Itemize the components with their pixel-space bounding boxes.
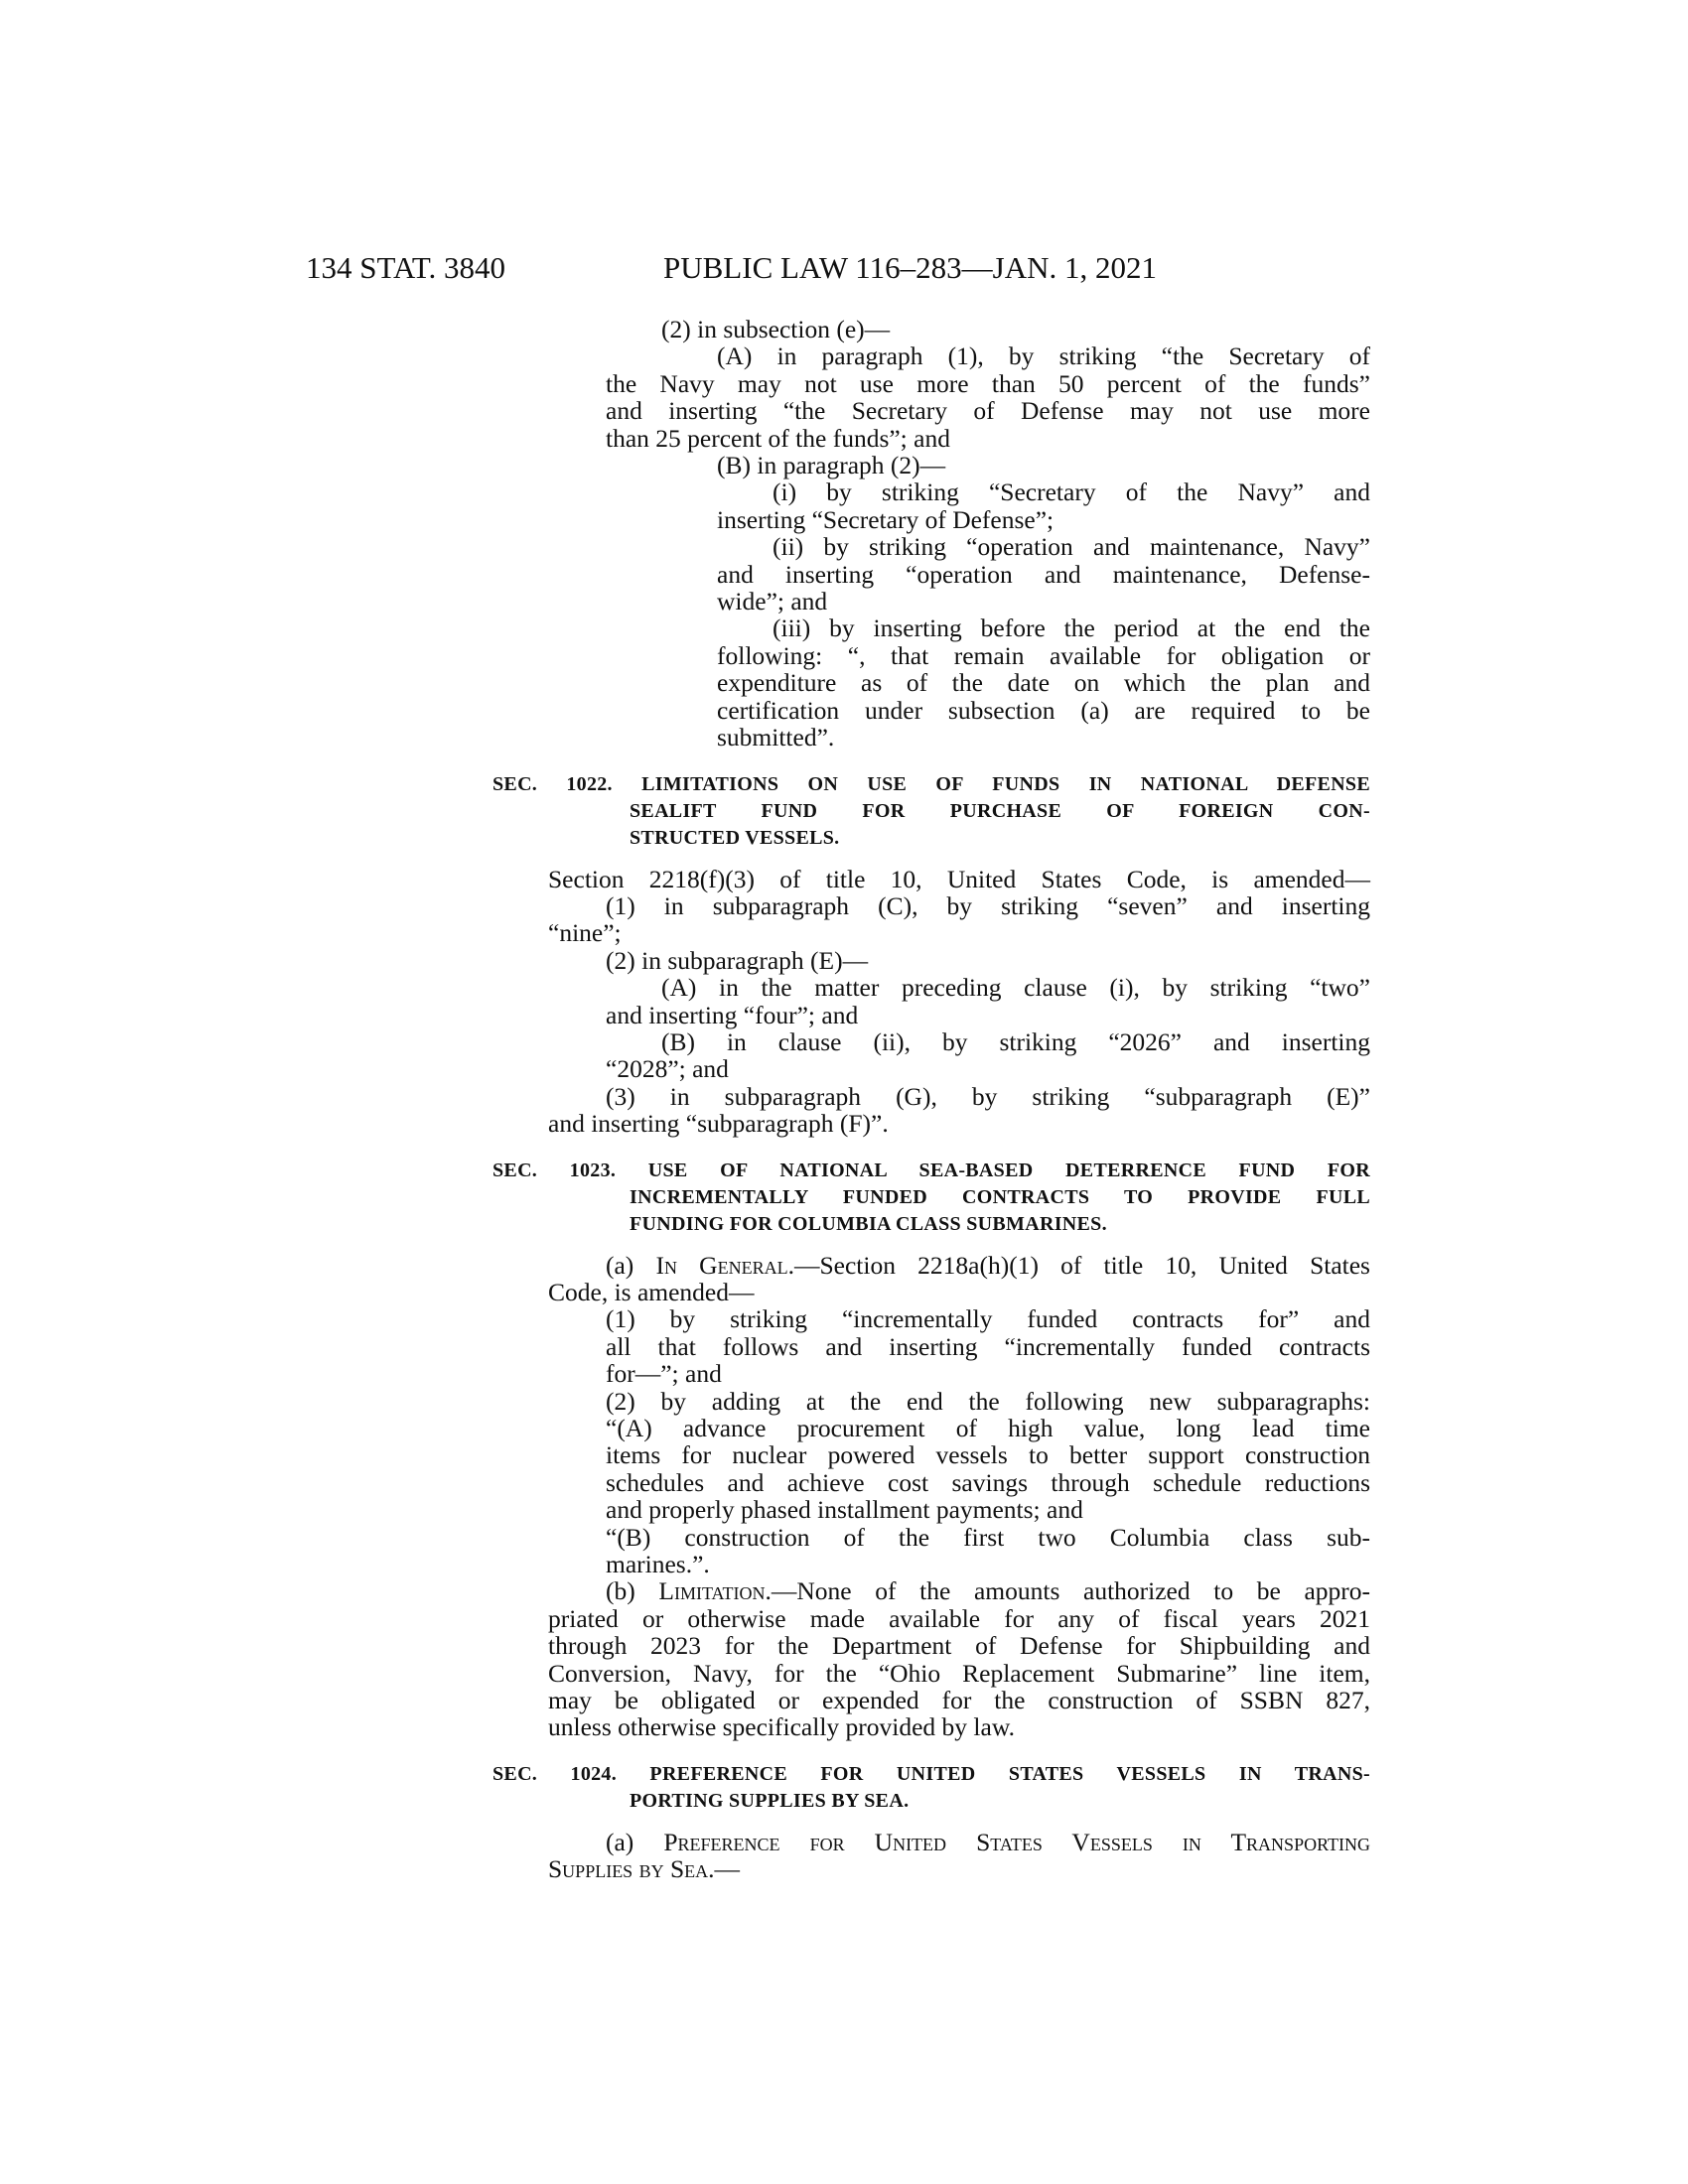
text-line: (B) in paragraph (2)— bbox=[717, 451, 946, 480]
text-line: (B) in clause (ii), by striking “2026” and inserting bbox=[661, 1026, 1370, 1056]
page-header bbox=[306, 248, 1378, 288]
text-fragment: .— bbox=[708, 1854, 741, 1884]
text-line: (1) by striking “incrementally funded contracts for” and bbox=[606, 1304, 1370, 1334]
section-heading-line: INCREMENTALLY FUNDED CONTRACTS TO PROVIDE FULL bbox=[630, 1185, 1370, 1208]
text-line: marines.”. bbox=[606, 1550, 710, 1579]
text-line: (1) in subparagraph (C), by striking “seven” and inserting bbox=[606, 890, 1370, 920]
small-caps-heading: Preference for United States Vessels in Transporting bbox=[663, 1827, 1370, 1856]
text-line: and inserting “operation and maintenance, Defense- bbox=[717, 559, 1370, 589]
text-fragment: (a) bbox=[606, 1827, 664, 1856]
text-line: priated or otherwise made available for any of fiscal years 2021 bbox=[548, 1603, 1370, 1633]
public-law-title: PUBLIC LAW 116–283—JAN. 1, 2021 bbox=[663, 250, 1157, 285]
text-line: items for nuclear powered vessels to better support construction bbox=[606, 1440, 1370, 1470]
document-body bbox=[492, 315, 1371, 1884]
text-line: (i) by striking “Secretary of the Navy” and bbox=[773, 478, 1370, 507]
text-line: (iii) by inserting before the period at the end the bbox=[773, 614, 1370, 643]
text-line: “(A) advance procurement of high value, long lead time bbox=[606, 1414, 1370, 1442]
text-line: all that follows and inserting “incrementally funded contracts bbox=[606, 1331, 1370, 1361]
text-line: expenditure as of the date on which the plan and bbox=[717, 668, 1370, 698]
text-line: and inserting “four”; and bbox=[606, 1000, 859, 1029]
text-line: submitted”. bbox=[717, 723, 835, 752]
small-caps-heading: Supplies by Sea bbox=[548, 1854, 709, 1884]
text-line: “(B) construction of the first two Columbia class sub- bbox=[606, 1522, 1370, 1552]
small-caps-heading: In General bbox=[655, 1250, 788, 1280]
small-caps-heading: Limitation bbox=[658, 1576, 766, 1606]
text-fragment: .—Section 2218a(h)(1) of title 10, United States bbox=[787, 1250, 1370, 1280]
text-line: the Navy may not use more than 50 percent of the funds” bbox=[606, 368, 1370, 398]
text-line: wide”; and bbox=[717, 587, 828, 616]
text-line: “nine”; bbox=[548, 918, 622, 948]
text-line bbox=[606, 1252, 1370, 1279]
section-heading-1023 bbox=[492, 1158, 1370, 1238]
text-fragment: .—None of the amounts authorized to be appro- bbox=[765, 1576, 1371, 1606]
text-line: Conversion, Navy, for the “Ohio Replacement Submarine” line item, bbox=[548, 1658, 1370, 1688]
text-line: and inserting “the Secretary of Defense may not use more bbox=[606, 396, 1370, 426]
text-line: may be obligated or expended for the construction of SSBN 827, bbox=[548, 1686, 1370, 1715]
text-line bbox=[606, 1829, 1370, 1855]
section-heading-line: PORTING SUPPLIES BY SEA. bbox=[630, 1789, 910, 1812]
text-line: certification under subsection (a) are required to be bbox=[717, 695, 1370, 725]
text-line bbox=[548, 1855, 1370, 1882]
text-line bbox=[606, 1577, 1370, 1604]
text-line: and inserting “subparagraph (F)”. bbox=[548, 1109, 889, 1139]
text-line: through 2023 for the Department of Defense for Shipbuilding and bbox=[548, 1631, 1370, 1661]
section-heading-line: SEC. 1024. PREFERENCE FOR UNITED STATES VESSELS IN TRANS- bbox=[492, 1762, 1370, 1785]
text-line: than 25 percent of the funds”; and bbox=[606, 423, 950, 453]
text-line: for—”; and bbox=[606, 1359, 722, 1389]
text-line: Section 2218(f)(3) of title 10, United States Code, is amended— bbox=[548, 864, 1370, 893]
text-line: unless otherwise specifically provided by law. bbox=[548, 1712, 1015, 1742]
text-line: and properly phased installment payments; and bbox=[606, 1495, 1083, 1525]
text-fragment: (b) bbox=[606, 1576, 659, 1606]
text-line: schedules and achieve cost savings through schedule reductions bbox=[606, 1467, 1370, 1497]
text-line: (2) by adding at the end the following new subparagraphs: bbox=[606, 1386, 1370, 1416]
text-line: (A) in paragraph (1), by striking “the Secretary of bbox=[717, 341, 1370, 371]
text-line: Code, is amended— bbox=[548, 1277, 755, 1306]
text-line: (3) in subparagraph (G), by striking “subparagraph (E)” bbox=[606, 1081, 1370, 1111]
section-heading-1024 bbox=[492, 1761, 1370, 1815]
section-heading-line: SEALIFT FUND FOR PURCHASE OF FOREIGN CON- bbox=[630, 799, 1370, 822]
statute-page-number: 134 STAT. 3840 bbox=[306, 250, 506, 285]
section-heading-line: SEC. 1022. LIMITATIONS ON USE OF FUNDS IN NATIONAL DEFENSE bbox=[492, 772, 1370, 795]
section-heading-1022 bbox=[492, 771, 1370, 852]
section-heading-line: SEC. 1023. USE OF NATIONAL SEA-BASED DETERRENCE FUND FOR bbox=[492, 1159, 1370, 1181]
section-heading-line: STRUCTED VESSELS. bbox=[630, 826, 840, 849]
text-line: “2028”; and bbox=[606, 1054, 729, 1084]
text-line: (2) in subparagraph (E)— bbox=[606, 945, 869, 975]
text-fragment: (a) bbox=[606, 1250, 656, 1280]
text-line: (A) in the matter preceding clause (i), by striking “two” bbox=[661, 973, 1370, 1003]
text-line: following: “, that remain available for obligation or bbox=[717, 640, 1370, 670]
text-line: (ii) by striking “operation and maintenance, Navy” bbox=[773, 532, 1370, 562]
text-line: inserting “Secretary of Defense”; bbox=[717, 504, 1055, 534]
section-heading-line: FUNDING FOR COLUMBIA CLASS SUBMARINES. bbox=[630, 1212, 1107, 1235]
text-line: (2) in subsection (e)— bbox=[661, 315, 891, 343]
